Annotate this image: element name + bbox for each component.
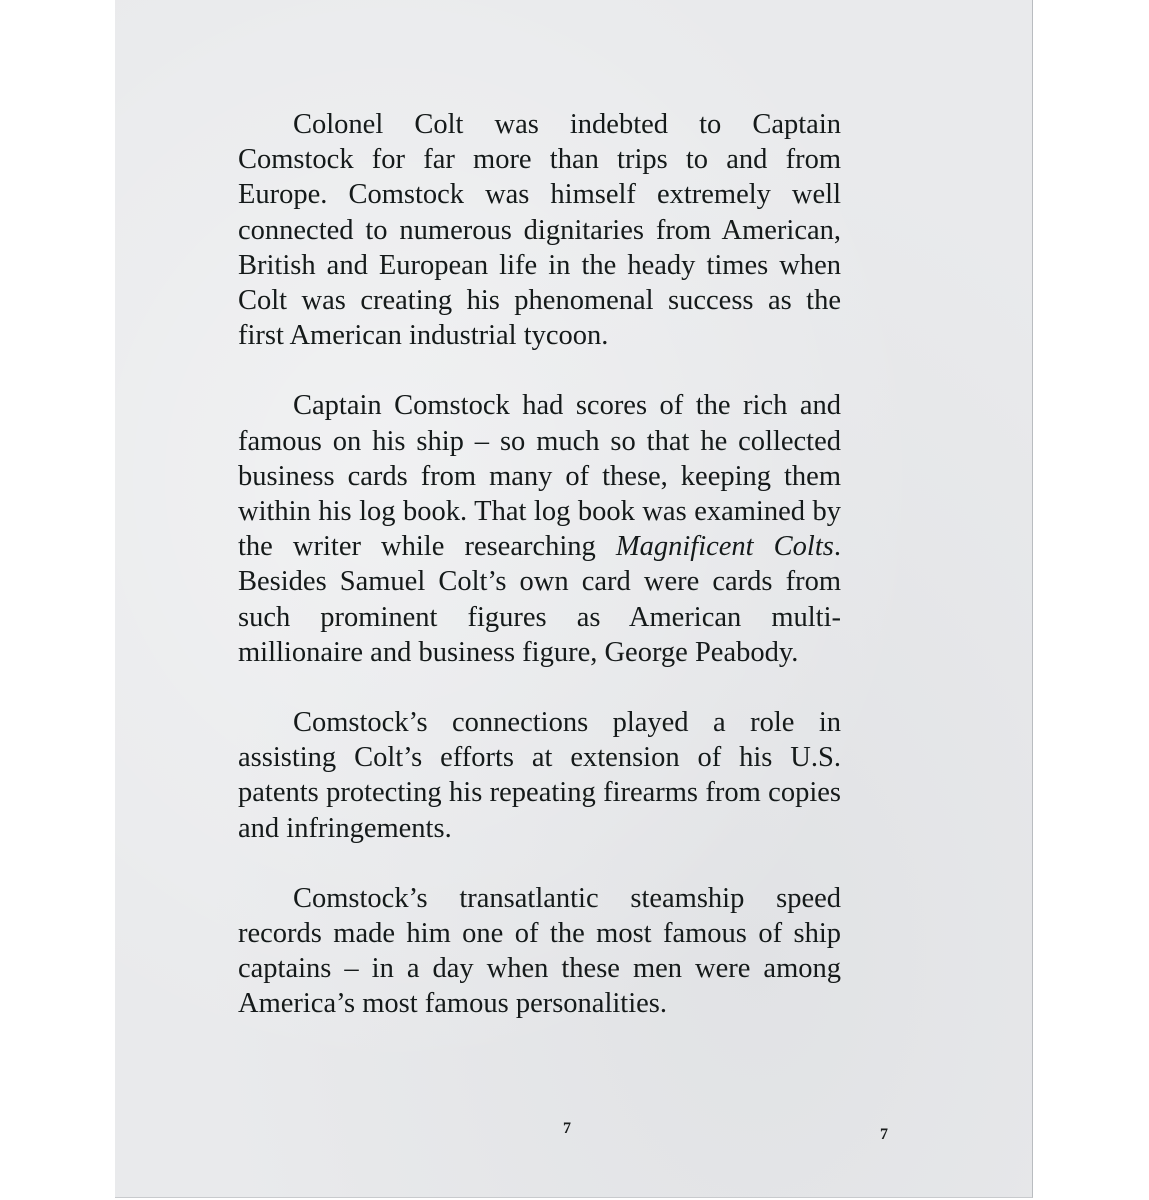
page-number-secondary: 7 [880,1126,888,1143]
book-title: Magnificent Colts [615,531,834,563]
body-text [238,107,841,1057]
paragraph-colt-indebted: Colonel Colt was indebted to Captain Comstock for far more than trips to and from Europe. Comstock was himself extremely well connected to numerous dignitaries from American, British and European life in the heady times when Colt was creating his phenomenal success as the first American industrial tycoon. [238,109,841,352]
paragraph-business-cards [238,388,841,670]
scanned-page [115,0,1033,1198]
paragraph-text: Captain Comstock had scores of the rich and famous on his ship – so much so that he collected business cards from many of these, keeping them within his log book. That log book was examined by the writer while researching [238,390,841,563]
paragraph-patents: Comstock’s connections played a role in assisting Colt’s efforts at extension of his U.S. patents protecting his repeating firearms from copies and infringements. [238,707,841,844]
page-number: 7 [563,1120,571,1137]
paragraph-text: . Besides Samuel Colt’s own card were cards from such prominent figures as American multi-millionaire and business figure, George Peabody. [238,531,841,668]
paragraph-speed-records: Comstock’s transatlantic steamship speed records made him one of the most famous of ship captains – in a day when these men were among America’s most famous personalities. [238,882,841,1020]
